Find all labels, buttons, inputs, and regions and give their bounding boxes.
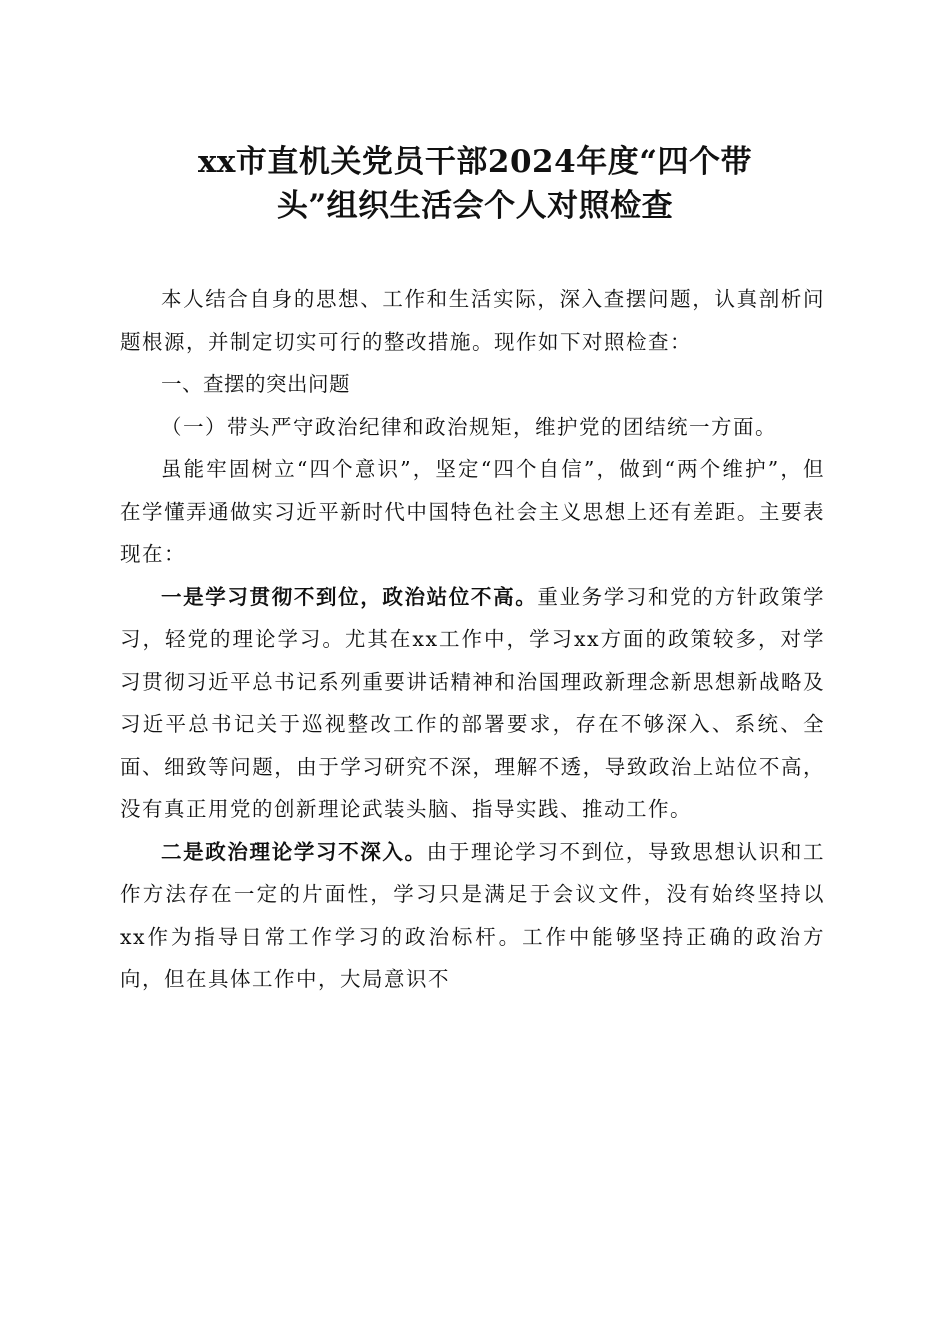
section-heading: 一、查摆的突出问题 — [161, 372, 350, 396]
title-line-1: xx市直机关党员干部2024年度“四个带 — [197, 144, 753, 180]
paragraph-3 — [120, 831, 825, 1001]
title-line-2: 头”组织生活会个人对照检查 — [276, 188, 674, 224]
paragraph-2-lead: 一是学习贯彻不到位，政治站位不高。 — [161, 584, 538, 609]
paragraph-2-text: 重业务学习和党的方针政策学习，轻党的理论学习。尤其在xx工作中，学习xx方面的政策较多，对学习贯彻习近平总书记系列重要讲话精神和治国理政新理念新思想新战略及习近平总书记关于巡视整改工作的部署要求，存在不够深入、系统、全面、细致等问题，由于学习研究不深，理解不透，导致政治上站位不高，没有真正用党的创新理论武装头脑、指导实践、推动工作。 — [120, 584, 825, 821]
subsection-heading: （一）带头严守政治纪律和政治规矩，维护党的团结统一方面。 — [161, 414, 777, 439]
paragraph-1: 虽能牢固树立“四个意识”，坚定“四个自信”，做到“两个维护”，但在学懂弄通做实习近平新时代中国特色社会主义思想上还有差距。主要表现在： — [120, 457, 825, 566]
document-body — [120, 278, 825, 1001]
intro-paragraph: 本人结合自身的思想、工作和生活实际，深入查摆问题，认真剖析问题根源，并制定切实可行的整改措施。现作如下对照检查： — [120, 287, 825, 354]
paragraph-3-lead: 二是政治理论学习不深入。 — [161, 839, 427, 864]
document-title — [120, 140, 830, 228]
paragraph-2 — [120, 576, 825, 831]
paragraph-3-text: 由于理论学习不到位，导致思想认识和工作方法存在一定的片面性，学习只是满足于会议文件，没有始终坚持以xx作为指导日常工作学习的政治标杆。工作中能够坚持正确的政治方向，但在具体工作中，大局意识不 — [120, 839, 826, 991]
